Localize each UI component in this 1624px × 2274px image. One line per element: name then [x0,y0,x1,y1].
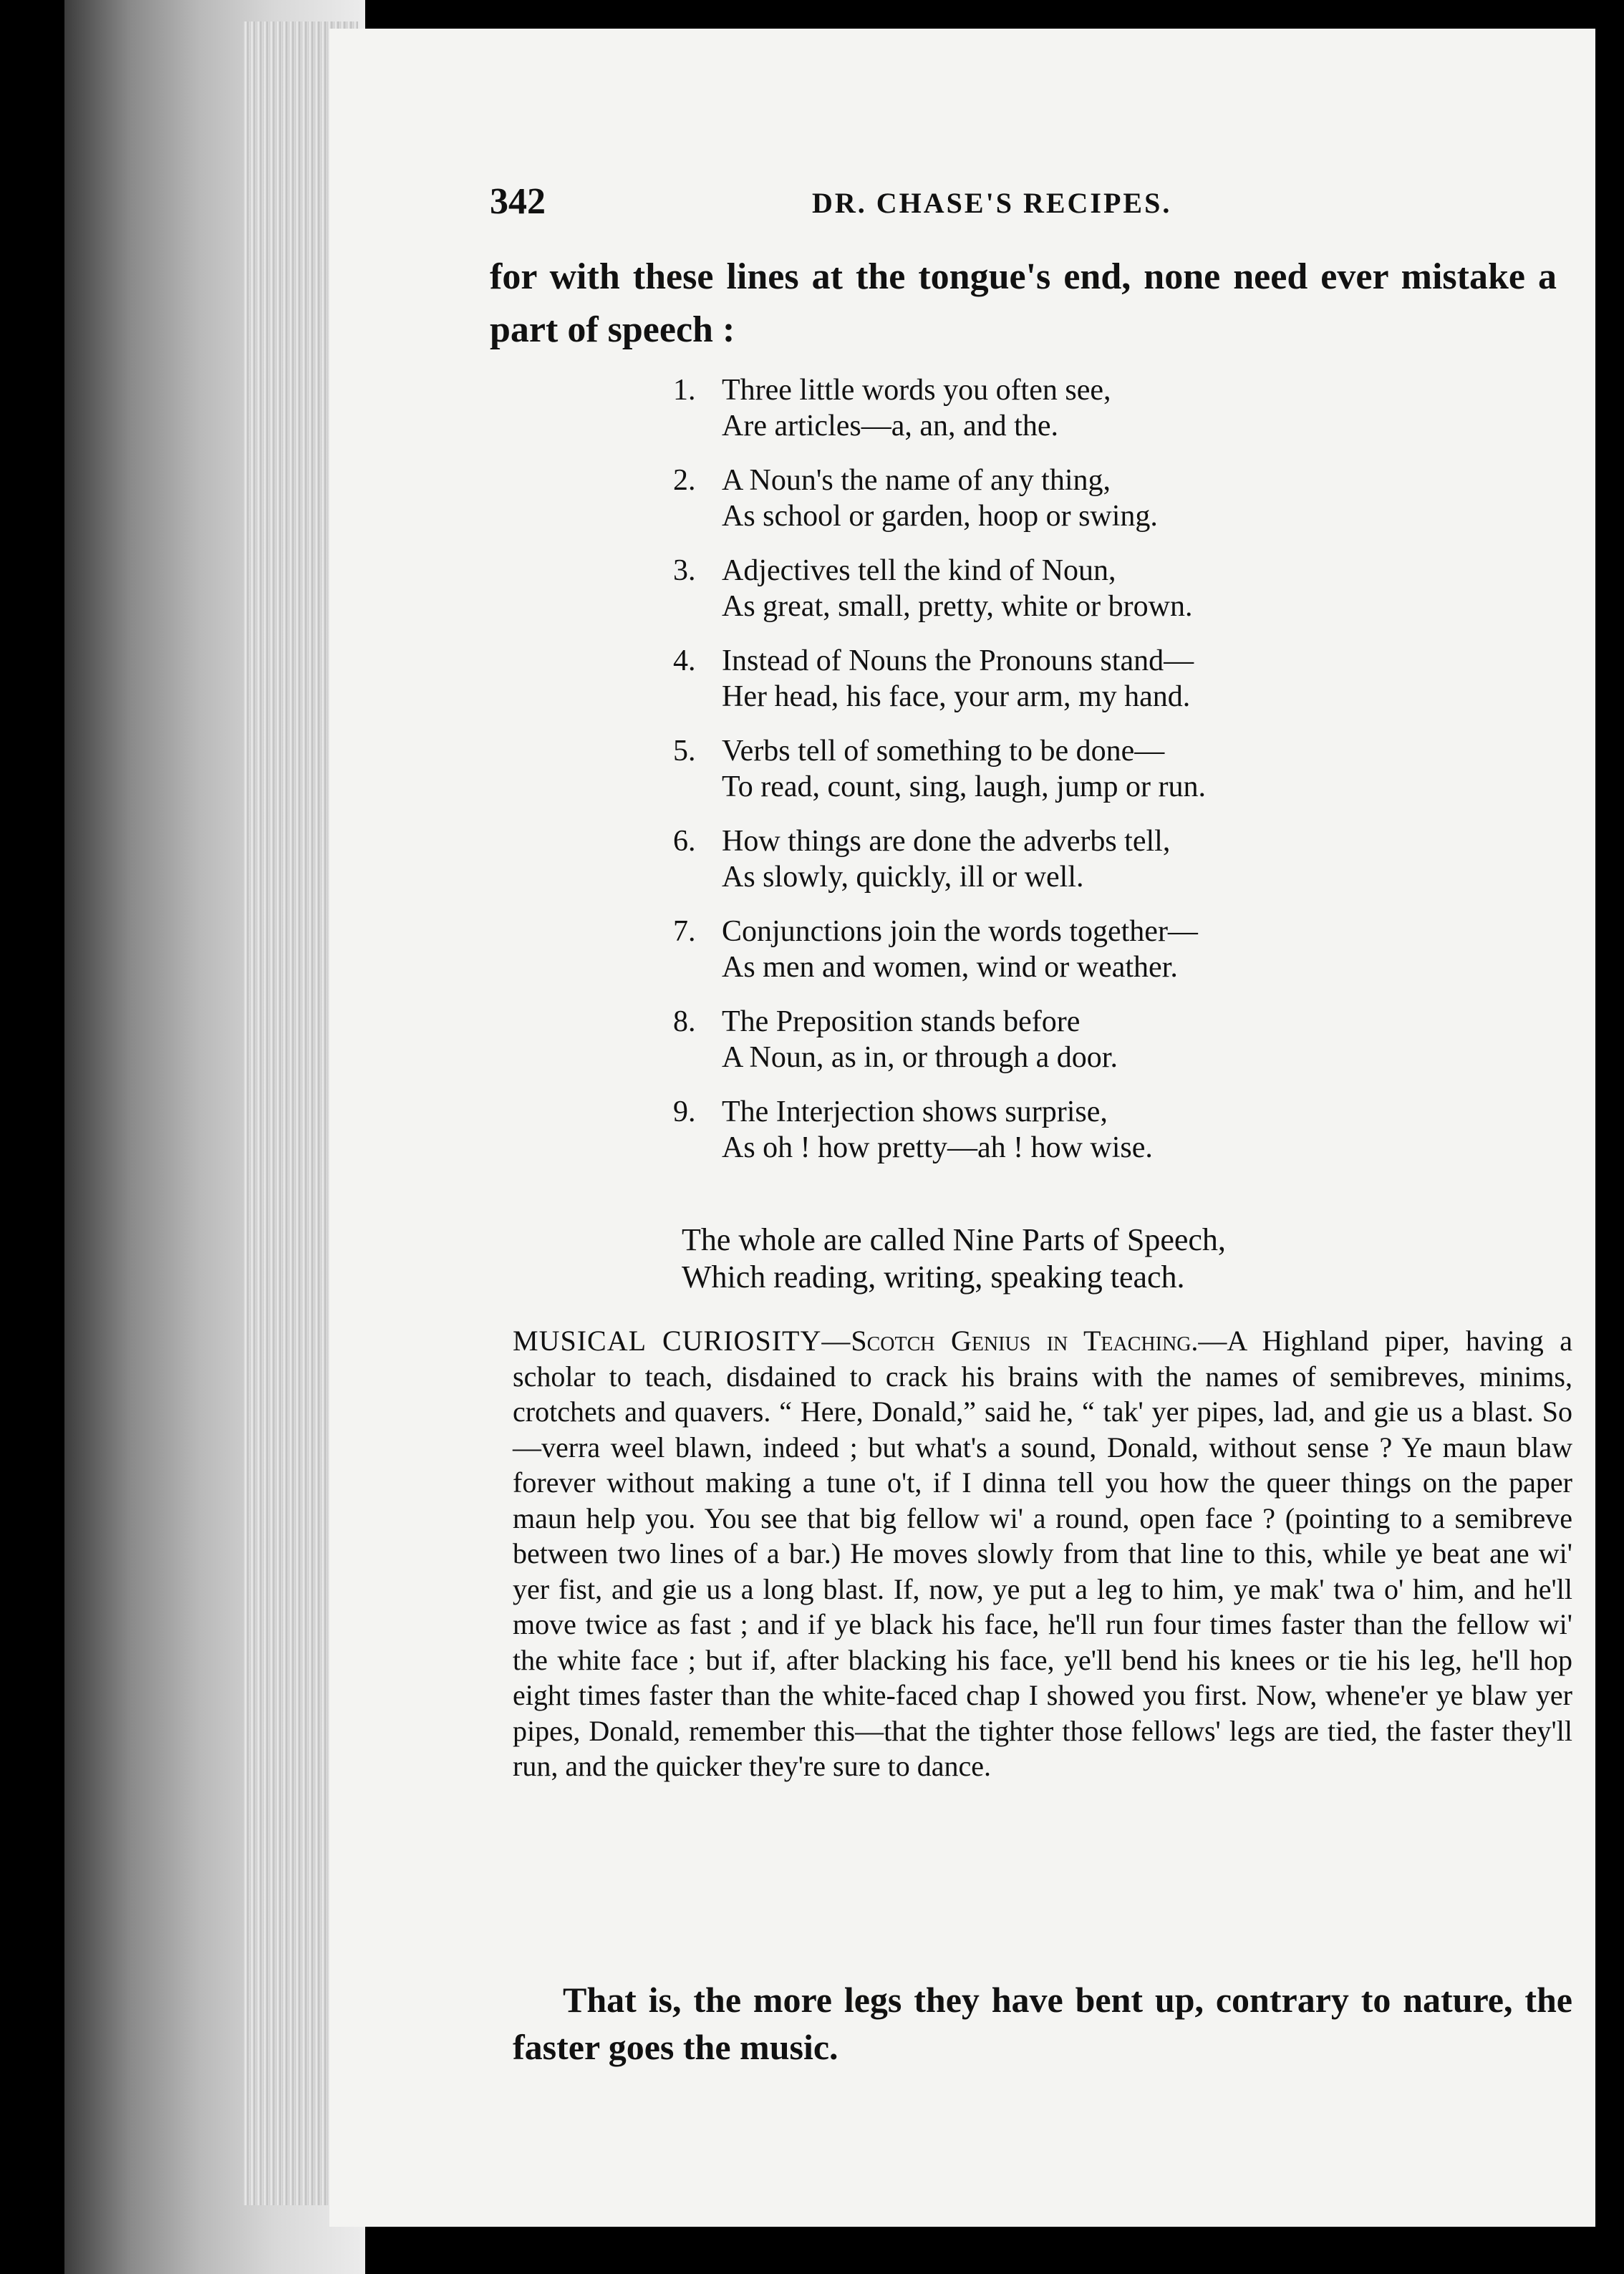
verse-line: As great, small, pretty, white or brown. [722,590,1193,623]
verse-item [673,463,1389,534]
article-subtitle: Scotch Genius in Teaching. [851,1325,1199,1357]
verse-number: 5. [673,735,696,768]
verse-item [673,553,1389,624]
running-title: DR. CHASE'S RECIPES. [812,187,1172,219]
verse-item [673,914,1389,985]
verse-item [673,643,1389,715]
verse-line: Three little words you often see, [722,374,1111,407]
verse-item [673,1004,1389,1075]
verse-line: Verbs tell of something to be done— [722,735,1165,768]
verse-line: As slowly, quickly, ill or well. [722,861,1084,894]
intro-paragraph: for with these lines at the tongue's end, none need ever mistake a part of speech : [490,256,1557,350]
page-number: 342 [490,181,546,222]
closing-line: Which reading, writing, speaking teach. [682,1259,1185,1295]
verse-line: As men and women, wind or weather. [722,951,1178,984]
verse-line: A Noun, as in, or through a door. [722,1041,1118,1074]
verse-line: Conjunctions join the words together— [722,915,1198,948]
verse-line: To read, count, sing, laugh, jump or run. [722,770,1206,803]
article-body: —A Highland piper, having a scholar to teach, disdained to crack his brains with the names of semibreves, minims, crotchets and quavers. “ Here, Donald,” said he, “ tak' yer pipes, lad, and gie us a blast. So—verra weel blawn, indeed ; but what's a sound, Donald, without sense ? Ye maun blaw forever without making a tune o't, if I dinna tell you how the queer things on the paper maun help you. You see that big fellow wi' a round, open face ? (pointing to a semibreve between two lines of a bar.) He moves slowly from that line to this, while ye beat ane wi' yer fist, and gie us a long blast. If, now, ye put a leg to him, ye mak' twa o' him, and he'll move twice as fast ; and if ye black his face, he'll run four times faster than the fellow wi' the white face ; but if, after blacking his face, ye'll bend his knees or tie his leg, he'll hop eight times faster than the white-faced chap I showed you first. Now, whene'er ye blaw yer pipes, Donald, remember this—that the tighter those fellows' legs are tied, the faster they'll run, and the quicker they're sure to dance. [513,1325,1572,1782]
verse-line: As school or garden, hoop or swing. [722,500,1158,533]
scan-border [1595,0,1624,2274]
verse-item [673,733,1389,805]
closing-line: The whole are called Nine Parts of Speech, [682,1222,1226,1257]
verse-number: 4. [673,644,696,677]
verse-item [673,823,1389,895]
verse-number: 6. [673,825,696,858]
verse-line: Adjectives tell the kind of Noun, [722,554,1116,587]
verse-line: The Preposition stands before [722,1005,1081,1038]
verse-line: Her head, his face, your arm, my hand. [722,680,1191,713]
article-title: MUSICAL CURIOSITY— [513,1325,851,1357]
verse-line: Instead of Nouns the Pronouns stand— [722,644,1194,677]
verse-number: 2. [673,464,696,497]
verse-number: 8. [673,1005,696,1038]
verse-line: As oh ! how pretty—ah ! how wise. [722,1131,1153,1164]
verse-line: A Noun's the name of any thing, [722,464,1111,497]
verse-item [673,372,1389,444]
final-paragraph: That is, the more legs they have bent up, contrary to nature, the faster goes the music. [513,1980,1572,2067]
verse-list [673,372,1389,1184]
article-paragraph [513,1323,1572,1784]
verse-item [673,1094,1389,1166]
verse-line: How things are done the adverbs tell, [722,825,1171,858]
verse-line: The Interjection shows surprise, [722,1095,1108,1128]
verse-number: 3. [673,554,696,587]
verse-number: 1. [673,374,696,407]
verse-number: 9. [673,1095,696,1128]
running-head [490,180,1227,223]
closing-couplet [682,1221,1398,1296]
verse-line: Are articles—a, an, and the. [722,410,1058,442]
verse-number: 7. [673,915,696,948]
